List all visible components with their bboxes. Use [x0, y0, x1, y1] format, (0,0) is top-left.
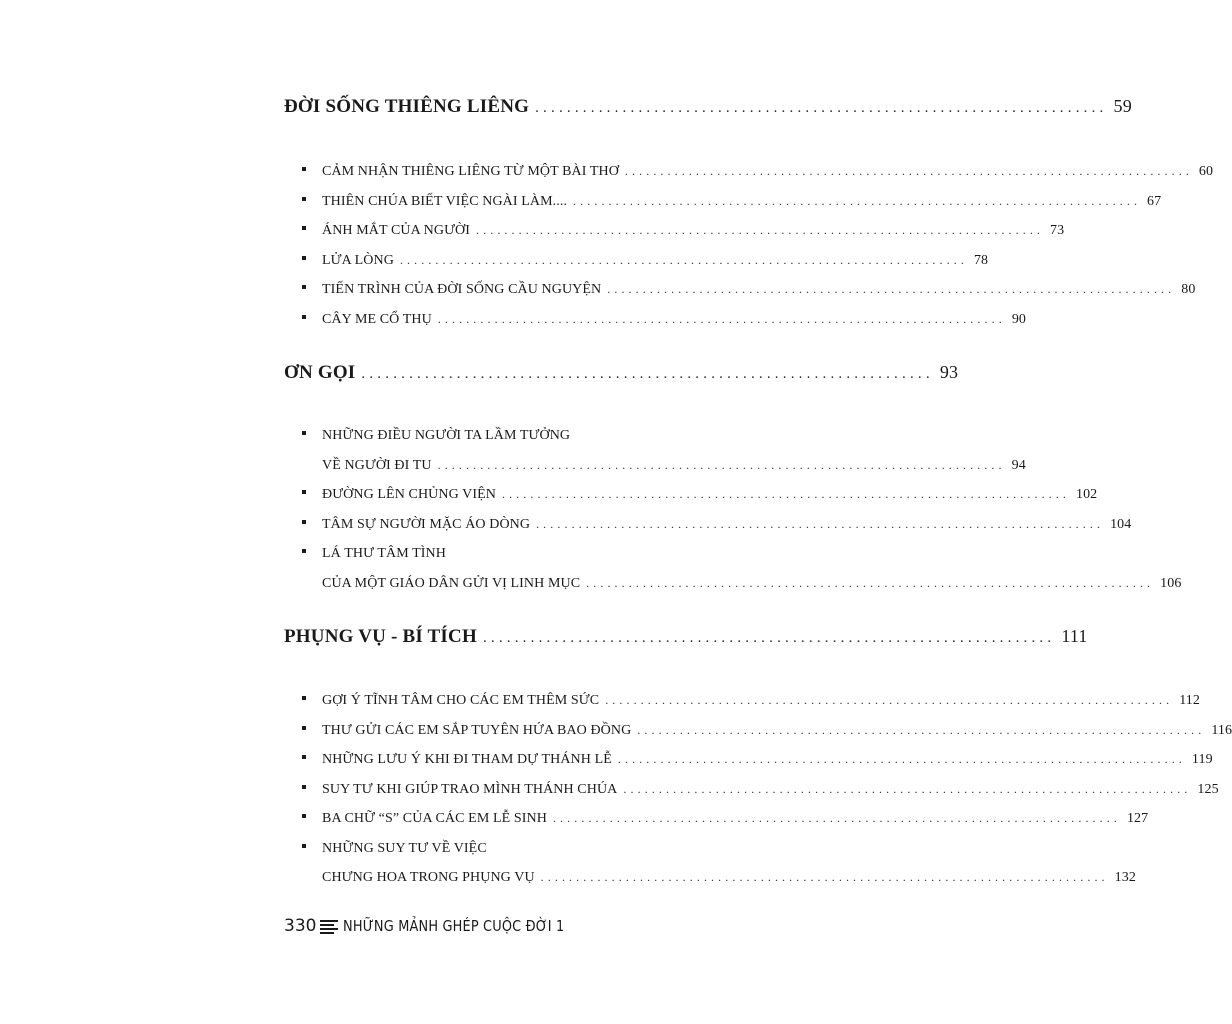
toc-entry[interactable]	[284, 775, 1219, 805]
bullet-icon	[302, 814, 306, 818]
entry-line	[284, 775, 1219, 805]
entry-page-number: 60	[1198, 164, 1214, 179]
book-lines-icon	[320, 919, 338, 933]
entry-page-number: 132	[1114, 870, 1136, 885]
entry-line	[284, 275, 1196, 305]
entry-page-number: 112	[1179, 693, 1200, 708]
bullet-icon	[302, 167, 306, 171]
entry-page-number: 94	[1011, 457, 1026, 473]
dot-leader: ................................................................................	[624, 164, 1193, 178]
dot-leader: ................................................................................	[437, 457, 1006, 472]
toc-entry[interactable]	[284, 510, 1132, 540]
entry-page-number: 127	[1126, 811, 1149, 826]
bullet-icon	[302, 490, 306, 494]
dot-leader: ................................................................................	[552, 811, 1121, 825]
dot-leader: ................................................................................	[607, 282, 1176, 296]
entry-list	[284, 686, 1232, 893]
toc-section-phung-vu-bi-tich	[284, 626, 1232, 893]
entry-line	[284, 834, 762, 864]
bullet-icon	[302, 256, 306, 260]
section-heading[interactable]	[284, 626, 1088, 656]
entry-line	[284, 510, 1132, 540]
dot-leader: ........................................................................	[482, 630, 1056, 646]
bullet-icon	[302, 197, 306, 201]
entry-page-number: 104	[1110, 516, 1132, 532]
entry-line	[284, 480, 1098, 510]
entry-title: ĐƯỜNG LÊN CHỦNG VIỆN	[322, 487, 496, 502]
section-page-number: 111	[1061, 626, 1088, 646]
entry-title: NHỮNG ĐIỀU NGƯỜI TA LẦM TƯỞNG	[322, 428, 571, 443]
table-of-contents-page	[284, 0, 1232, 1024]
entry-line	[284, 305, 1027, 335]
bullet-icon	[302, 844, 306, 848]
entry-line	[284, 216, 1065, 246]
toc-entry[interactable]	[284, 834, 1136, 893]
bullet-icon	[302, 755, 306, 759]
entry-title: NHỮNG LƯU Ý KHI ĐI THAM DỰ THÁNH LỄ	[322, 752, 612, 767]
bullet-icon	[302, 549, 306, 553]
bullet-icon	[302, 696, 306, 700]
entry-title: ÁNH MẮT CỦA NGƯỜI	[322, 223, 471, 238]
bullet-icon	[302, 315, 306, 319]
toc-entry[interactable]	[284, 539, 1182, 598]
dot-leader: ................................................................................	[586, 575, 1155, 590]
toc-entry[interactable]	[284, 745, 1213, 775]
entry-title: GỢI Ý TĨNH TÂM CHO CÁC EM THÊM SỨC	[322, 693, 600, 708]
section-page-number: 93	[939, 362, 959, 382]
footer-book-title: NHỮNG MẢNH GHÉP CUỘC ĐỜI 1	[343, 917, 565, 935]
entry-title: THIÊN CHÚA BIẾT VIỆC NGÀI LÀM....	[322, 193, 568, 209]
toc-entry[interactable]	[284, 157, 1214, 187]
entry-line	[284, 421, 762, 451]
entry-title: CHƯNG HOA TRONG PHỤNG VỤ	[322, 870, 535, 885]
entry-title: THƯ GỬI CÁC EM SẮP TUYÊN HỨA BAO ĐỒNG	[322, 722, 632, 738]
entry-page-number: 116	[1211, 722, 1232, 738]
toc-entry[interactable]	[284, 305, 1027, 335]
entry-page-number: 119	[1191, 752, 1213, 767]
section-title: ƠN GỌI	[284, 362, 356, 383]
entry-page-number: 102	[1075, 487, 1098, 502]
entry-page-number: 73	[1050, 223, 1065, 238]
section-title: ĐỜI SỐNG THIÊNG LIÊNG	[284, 96, 530, 117]
entry-title: SUY TƯ KHI GIÚP TRAO MÌNH THÁNH CHÚA	[322, 781, 618, 797]
entry-title: VỀ NGƯỜI ĐI TU	[322, 457, 432, 473]
bullet-icon	[302, 431, 306, 435]
toc-section-doi-song-thieng-lieng	[284, 96, 1214, 334]
toc-entry[interactable]	[284, 804, 1149, 834]
entry-page-number: 78	[973, 252, 989, 268]
entry-title: TIẾN TRÌNH CỦA ĐỜI SỐNG CẦU NGUYỆN	[322, 282, 602, 297]
entry-list	[284, 157, 1214, 334]
dot-leader: ................................................................................	[605, 693, 1174, 707]
bullet-icon	[302, 226, 306, 230]
entry-title: NHỮNG SUY TƯ VỀ VIỆC	[322, 840, 487, 856]
entry-line	[284, 686, 1200, 716]
entry-title: LỬA LÒNG	[322, 252, 394, 268]
entry-title: BA CHỮ “S” CỦA CÁC EM LỄ SINH	[322, 811, 547, 826]
bullet-icon	[302, 520, 306, 524]
entry-title: CÂY ME CỔ THỤ	[322, 311, 432, 327]
entry-title: LÁ THƯ TÂM TÌNH	[322, 546, 446, 561]
toc-entry[interactable]	[284, 187, 1162, 217]
toc-entry[interactable]	[284, 216, 1065, 246]
dot-leader: ................................................................................	[540, 870, 1109, 884]
dot-leader: ................................................................................	[536, 516, 1105, 531]
dot-leader: ................................................................................	[437, 311, 1006, 326]
toc-entry[interactable]	[284, 421, 1026, 480]
entry-title: CỦA MỘT GIÁO DÂN GỬI VỊ LINH MỤC	[322, 575, 581, 591]
entry-line	[284, 745, 1213, 775]
entry-line	[284, 451, 1026, 481]
entry-page-number: 90	[1011, 311, 1027, 327]
entry-page-number: 67	[1147, 193, 1162, 209]
toc-entry[interactable]	[284, 686, 1200, 716]
dot-leader: ................................................................................	[476, 223, 1045, 237]
page-footer	[284, 914, 601, 938]
section-heading[interactable]	[284, 362, 959, 392]
entry-page-number: 80	[1181, 282, 1196, 297]
dot-leader: ................................................................................	[501, 487, 1070, 501]
entry-line	[284, 157, 1214, 187]
dot-leader: ................................................................................	[623, 781, 1192, 796]
footer-page-number: 330	[284, 916, 317, 936]
dot-leader: ................................................................................	[617, 752, 1186, 766]
entry-title: TÂM SỰ NGƯỜI MẶC ÁO DÒNG	[322, 516, 531, 532]
section-title: PHỤNG VỤ - BÍ TÍCH	[284, 626, 477, 647]
bullet-icon	[302, 285, 306, 289]
entry-page-number: 106	[1160, 575, 1182, 591]
dot-leader: ................................................................................	[573, 193, 1142, 208]
dot-leader: ................................................................................	[637, 722, 1206, 737]
toc-entry[interactable]	[284, 716, 1232, 746]
toc-entry[interactable]	[284, 480, 1098, 510]
section-page-number: 59	[1113, 96, 1132, 116]
entry-line	[284, 569, 1182, 599]
dot-leader: ................................................................................	[399, 252, 968, 267]
entry-list	[284, 421, 1182, 598]
dot-leader: ........................................................................	[361, 366, 934, 382]
entry-title: CẢM NHẬN THIÊNG LIÊNG TỪ MỘT BÀI THƠ	[322, 164, 619, 179]
entry-line	[284, 804, 1149, 834]
entry-line	[284, 539, 762, 569]
entry-line	[284, 716, 1232, 746]
bullet-icon	[302, 726, 306, 730]
toc-entry[interactable]	[284, 275, 1196, 305]
toc-section-on-goi	[284, 362, 1182, 598]
entry-line	[284, 187, 1162, 217]
toc-entry[interactable]	[284, 246, 989, 276]
dot-leader: ........................................................................	[535, 100, 1108, 116]
entry-line	[284, 246, 989, 276]
entry-line	[284, 863, 1136, 893]
section-heading[interactable]	[284, 96, 1132, 126]
entry-page-number: 125	[1197, 781, 1219, 797]
bullet-icon	[302, 785, 306, 789]
